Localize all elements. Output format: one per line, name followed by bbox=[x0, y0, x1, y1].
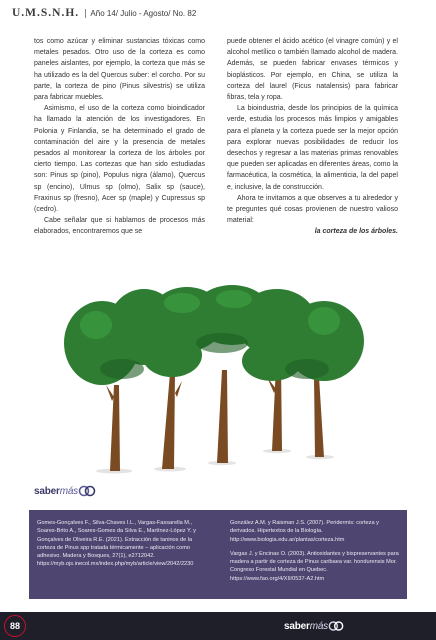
trees-icon bbox=[62, 285, 367, 475]
header-brand: U.M.S.N.H. bbox=[12, 7, 80, 19]
references-box bbox=[29, 510, 407, 599]
references-left bbox=[37, 519, 207, 575]
page-footer bbox=[0, 612, 436, 640]
references-right bbox=[230, 519, 400, 589]
sabermas-logo bbox=[34, 481, 96, 501]
right-paragraph-2: La bioindustria, desde los principios de la química verde, estudia los procesos más limpios y amigables para el planeta y la corteza puede ser la mejor opción para explorar nuevas posibilidades de reducir los desechos y regresar a las materias primas renovables que pueden ser aplicadas en diferentes áreas, como la farmacéutica, la cosmética, la alimenticia, la del papel e, inclusive, la de construcción. bbox=[227, 105, 398, 191]
right-column bbox=[227, 36, 398, 238]
left-paragraph-1: tos como azúcar y eliminar sustancias tóxicas como metales pesados. Otro uso de la corteza es como paneles aislantes, por ejemplo, la corteza que más se ha utilizado es la del Quercus suber: el corcho. Por su parte, la corteza de pino (Pinus silvestris) se utiliza para fabricar muebles. bbox=[34, 38, 205, 102]
reference-item: Gomes-Gonçalves F., Silva-Chaves I.L., Vargas-Fassarella M., Soares-Brito A., Soares-Gomes da Silva E., Martínez-López Y. y Gonçalves de Oliveira R.E. (2021). Extracción de taninos de la corteza de Pinus spp tratada térmicamente – aplicación como adhesivo. Madera y Bosques, 27(1), e2712042. https://myb.ojs.inecol.mx/index.php/myb/article/view/2042/2230 bbox=[37, 520, 196, 568]
left-column bbox=[34, 36, 205, 238]
right-paragraph-1: puede obtener el ácido acético (el vinagre común) y el alcohol metílico o también llamado alcohol de madera. Además, se pueden fabricar envases térmicos y bioplásticos. Por ejemplo, en China, se utiliza la corteza del laurel (Ficus natalensis) para fabricar fibras, tela y ropa. bbox=[227, 38, 398, 102]
logo-wordmark: sabermás bbox=[34, 485, 78, 497]
left-paragraph-2: Asimismo, el uso de la corteza como bioindicador ha llamado la atención de los investigadores. En Polonia y Finlandia, se ha determinado el grado de contaminación del aire y la presencia de metales pesados al monitorear la corteza de los árboles por cierto tiempo. Las cortezas que han sido estudiadas son: Pinus sp (pino), Populus nigra (álamo), Quercus sp (encino), Ulmus sp (olmo), Salix sp (sauce), Fraxinus sp (fresno), Acer sp (maple) y Cupressus sp (cedro). bbox=[34, 105, 205, 214]
closing-highlight: la corteza de los árboles. bbox=[314, 228, 398, 236]
tree-trunks bbox=[106, 365, 324, 471]
header-issue: Año 14/ Julio - Agosto/ No. 82 bbox=[85, 9, 196, 18]
tree-shadows bbox=[96, 449, 334, 474]
reference-item: Vargas J. y Encinas O. (2003). Antioxidantes y bispreservantes para madera a partir de corteza de Pinus caribaea var. hondurensis Mor. Congreso Forestal Mundial en Quebec. https://www.fao.org/4/XII/0537-A2.htm bbox=[230, 550, 399, 582]
footer-logo-wordmark: sabermás bbox=[284, 620, 328, 632]
page-header bbox=[12, 7, 196, 19]
page-number: 88 bbox=[4, 615, 26, 637]
sabermas-logo-icon bbox=[78, 482, 96, 500]
right-paragraph-3: Ahora te invitamos a que observes a tu alrededor y te preguntes qué cosas provienen de nuestro valioso material: bbox=[227, 194, 398, 225]
footer-logo-icon bbox=[328, 618, 344, 634]
left-paragraph-3: Cabe señalar que si hablamos de procesos más elaborados, encontraremos que se bbox=[34, 217, 205, 236]
footer-logo bbox=[284, 618, 344, 634]
reference-item: González A.M. y Raisman J.S. (2007). Peridermis: corteza y derivados. Hipertextos de la Biología. http://www.biologia.edu.ar/plantas/corteza.htm bbox=[230, 520, 379, 543]
